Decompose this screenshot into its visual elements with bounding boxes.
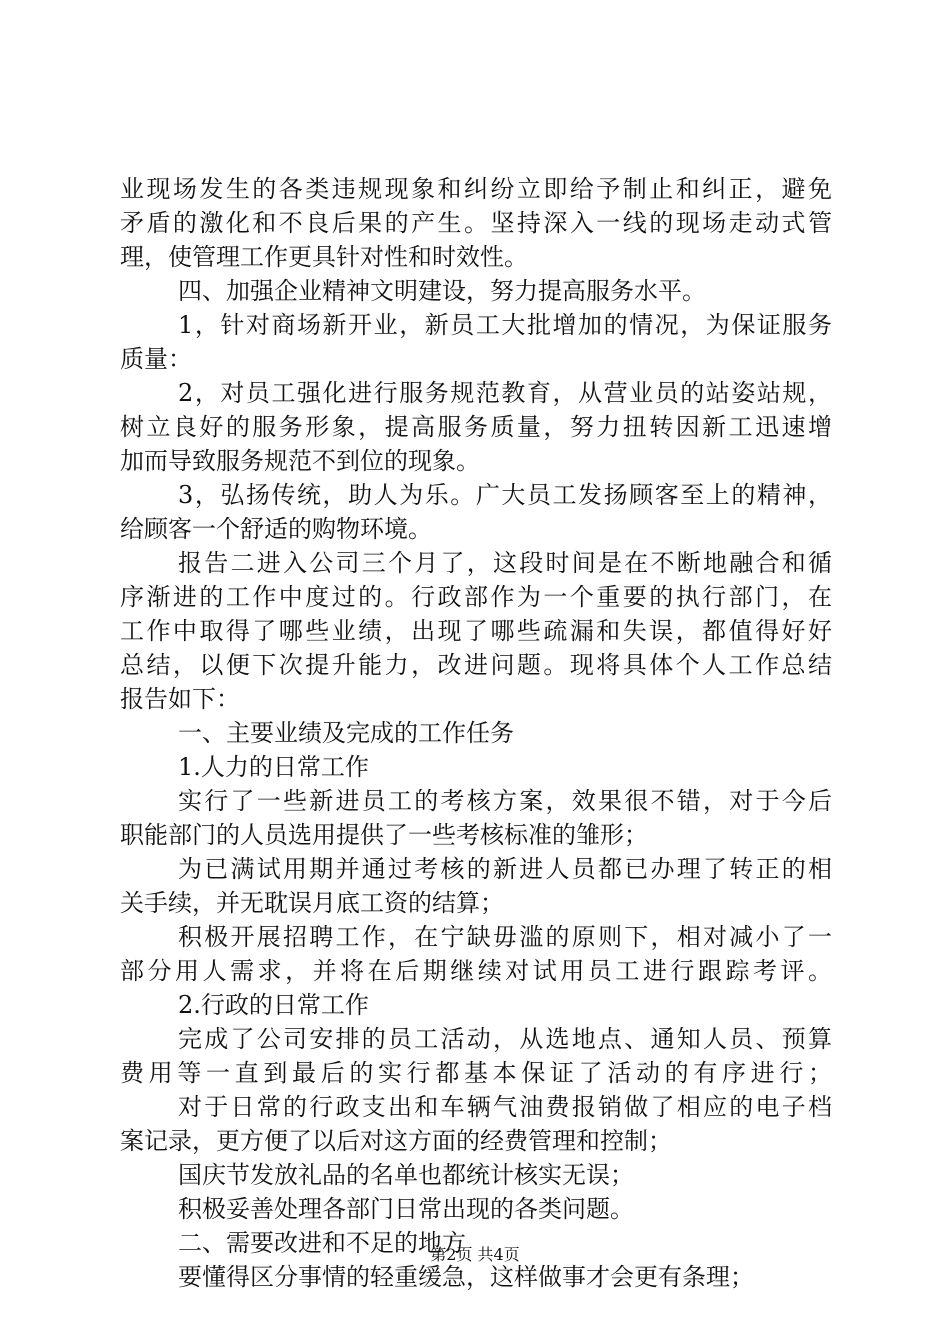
text-line: 实行了一些新进员工的考核方案，效果很不错，对于今后 bbox=[178, 787, 832, 815]
text-line: 部分用人需求，并将在后期继续对试用员工进行跟踪考评。 bbox=[120, 957, 832, 985]
text-line: 质量： bbox=[120, 345, 192, 373]
text-line: 案记录，更方便了以后对这方面的经费管理和控制； bbox=[120, 1127, 672, 1155]
text-line: 理，使管理工作更具针对性和时效性。 bbox=[120, 243, 528, 271]
page-footer: 第2页 共4页 bbox=[430, 1245, 520, 1264]
text-line: 3，弘扬传统，助人为乐。广大员工发扬顾客至上的精神， bbox=[178, 481, 832, 509]
text-line: 费用等一直到最后的实行都基本保证了活动的有序进行； bbox=[120, 1059, 832, 1087]
text-line: 二、需要改进和不足的地方 bbox=[178, 1229, 466, 1257]
text-line: 1.人力的日常工作 bbox=[178, 753, 369, 781]
text-line: 对于日常的行政支出和车辆气油费报销做了相应的电子档 bbox=[178, 1093, 832, 1121]
text-line: 业现场发生的各类违规现象和纠纷立即给予制止和纠正，避免 bbox=[120, 175, 832, 203]
text-line: 加而导致服务规范不到位的现象。 bbox=[120, 447, 480, 475]
text-line: 矛盾的激化和不良后果的产生。坚持深入一线的现场走动式管 bbox=[120, 209, 832, 237]
text-line: 职能部门的人员选用提供了一些考核标准的雏形； bbox=[120, 821, 648, 849]
text-line: 为已满试用期并通过考核的新进人员都已办理了转正的相 bbox=[178, 855, 832, 883]
text-line: 积极妥善处理各部门日常出现的各类问题。 bbox=[178, 1195, 634, 1223]
text-line: 报告如下： bbox=[120, 685, 240, 713]
text-line: 关手续，并无耽误月底工资的结算； bbox=[120, 889, 504, 917]
text-line: 完成了公司安排的员工活动，从选地点、通知人员、预算 bbox=[178, 1025, 832, 1053]
text-line: 总结，以便下次提升能力，改进问题。现将具体个人工作总结 bbox=[120, 651, 832, 679]
text-line: 要懂得区分事情的轻重缓急，这样做事才会更有条理； bbox=[178, 1263, 754, 1291]
text-line: 树立良好的服务形象，提高服务质量，努力扭转因新工迅速增 bbox=[120, 413, 832, 441]
text-line: 报告二进入公司三个月了，这段时间是在不断地融合和循 bbox=[178, 549, 832, 577]
text-line: 积极开展招聘工作，在宁缺毋滥的原则下，相对减小了一 bbox=[178, 923, 832, 951]
text-line: 给顾客一个舒适的购物环境。 bbox=[120, 515, 432, 543]
text-line: 序渐进的工作中度过的。行政部作为一个重要的执行部门，在 bbox=[120, 583, 832, 611]
text-line: 2，对员工强化进行服务规范教育，从营业员的站姿站规， bbox=[178, 379, 832, 407]
text-line: 2.行政的日常工作 bbox=[178, 991, 369, 1019]
text-line: 工作中取得了哪些业绩，出现了哪些疏漏和失误，都值得好好 bbox=[120, 617, 832, 645]
text-line: 国庆节发放礼品的名单也都统计核实无误； bbox=[178, 1161, 634, 1189]
document-body bbox=[120, 172, 832, 1294]
text-line: 一、主要业绩及完成的工作任务 bbox=[178, 719, 514, 747]
text-line: 1，针对商场新开业，新员工大批增加的情况，为保证服务 bbox=[178, 311, 832, 339]
text-line: 四、加强企业精神文明建设，努力提高服务水平。 bbox=[178, 277, 706, 305]
